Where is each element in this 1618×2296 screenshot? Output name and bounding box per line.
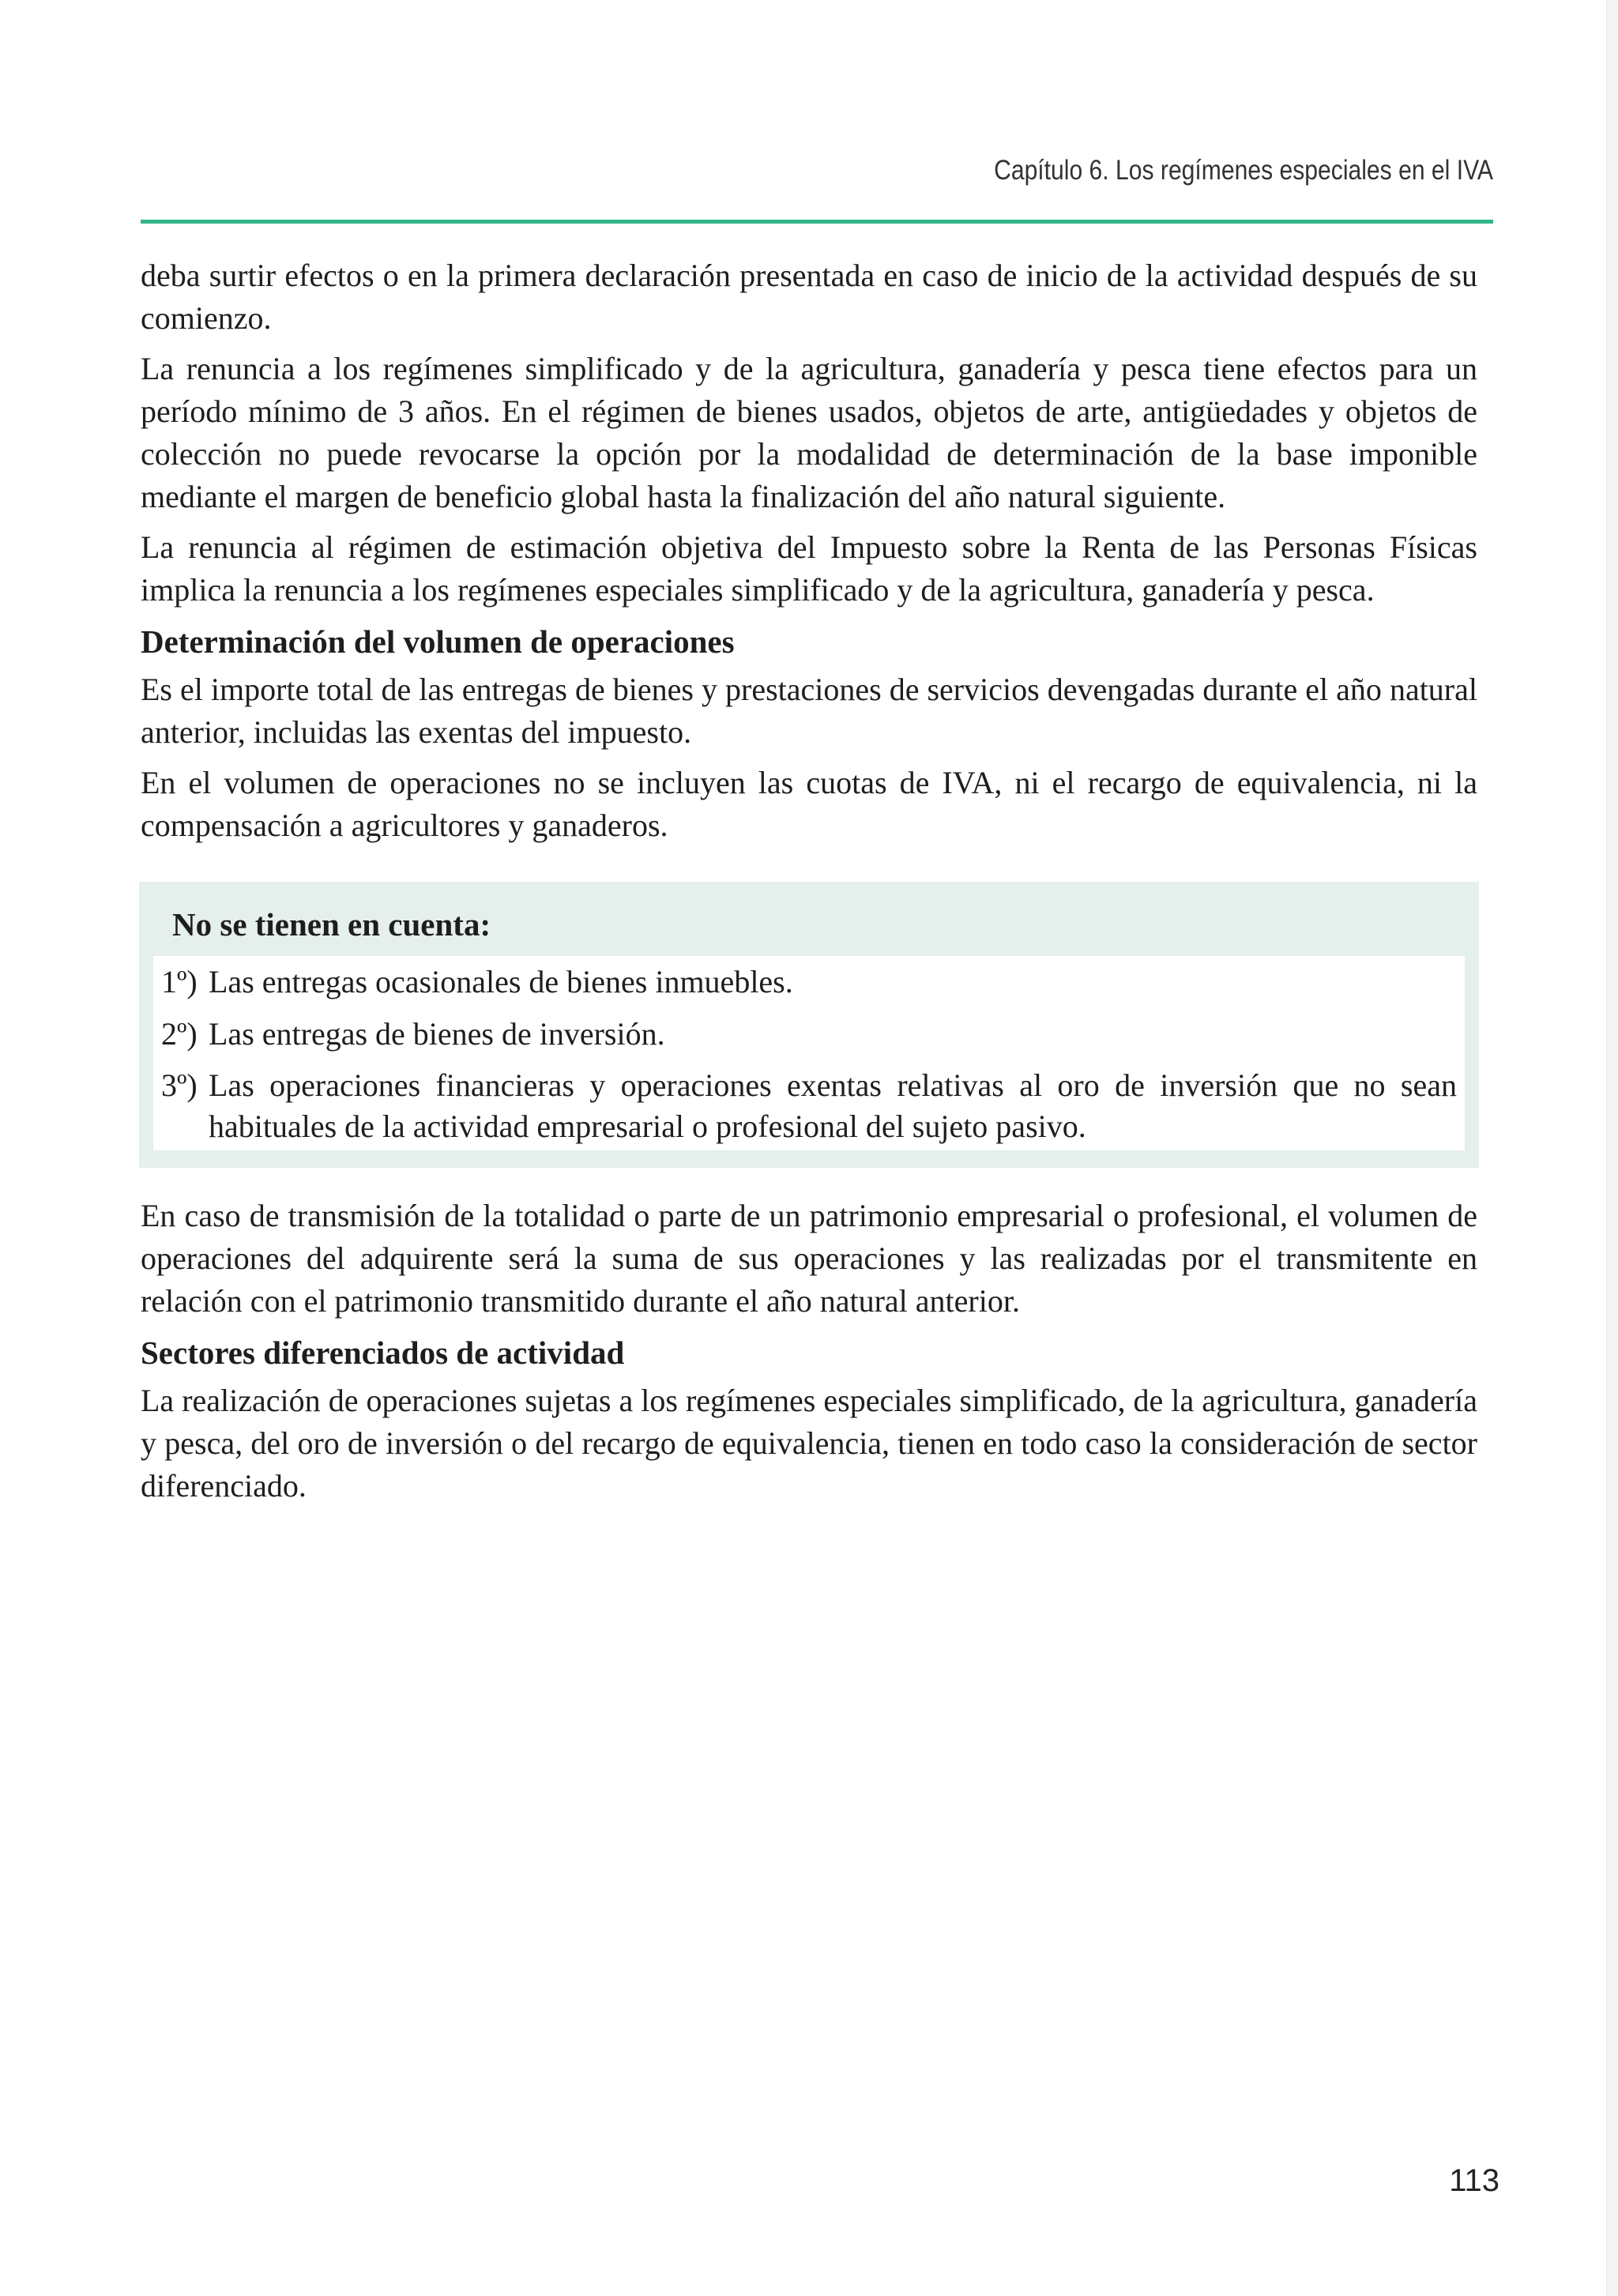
callout-list-item [161,1065,1457,1147]
callout-list-item [161,1013,1457,1056]
list-item-number: 1º) [161,964,198,999]
paragraph-transmision: En caso de transmisión de la totalidad o parte de un patrimonio empresarial o profesional, el volumen de operaciones del adquirente será la suma de sus operaciones y las realizadas por el transmitente en relación con el patrimonio transmitido durante el año natural anterior. [141,1198,1477,1319]
callout-list [153,956,1465,1150]
paragraph-sector-diferenciado: La realización de operaciones sujetas a los regímenes especiales simplificado, de la agricultura, ganadería y pesca, del oro de inversión o del recargo de equivalencia, tienen en todo caso la consideración de sector diferenciado. [141,1383,1477,1504]
header-rule [141,220,1493,224]
callout-box [139,882,1479,1168]
paragraph-renuncia-regimenes: La renuncia a los regímenes simplificado y de la agricultura, ganadería y pesca tiene efectos para un período mínimo de 3 años. En el régimen de bienes usados, objetos de arte, antigüedades y objetos de colección no puede revocarse la opción por la modalidad de determinación de la base imponible mediante el margen de beneficio global hasta la finalización del año natural siguiente. [141,351,1477,514]
callout-title: No se tienen en cuenta: [172,906,491,943]
running-header: Capítulo 6. Los regímenes especiales en el IVA [994,155,1493,186]
paragraph-continuation: deba surtir efectos o en la primera declaración presentada en caso de inicio de la actividad después de su comienzo. [141,258,1477,336]
list-item-number: 3º) [161,1067,198,1103]
section-heading-volumen: Determinación del volumen de operaciones [141,623,735,660]
section-heading-sectores: Sectores diferenciados de actividad [141,1334,625,1371]
callout-list-item [161,961,1457,1003]
page-edge [1606,0,1618,2296]
list-item-number: 2º) [161,1016,198,1052]
list-item-text: Las operaciones financieras y operaciones exentas relativas al oro de inversión que no sean habituales de la actividad empresarial o profesional del sujeto pasivo. [209,1067,1457,1144]
paragraph-exclusiones-cuotas: En el volumen de operaciones no se incluyen las cuotas de IVA, ni el recargo de equivalencia, ni la compensación a agricultores y ganaderos. [141,765,1477,843]
page-number: 113 [1449,2163,1499,2198]
paragraph-importe-total: Es el importe total de las entregas de bienes y prestaciones de servicios devengadas durante el año natural anterior, incluidas las exentas del impuesto. [141,672,1477,750]
list-item-text: Las entregas de bienes de inversión. [209,1016,665,1052]
list-item-text: Las entregas ocasionales de bienes inmuebles. [209,964,793,999]
paragraph-renuncia-estimacion: La renuncia al régimen de estimación objetiva del Impuesto sobre la Renta de las Personas Físicas implica la renuncia a los regímenes especiales simplificado y de la agricultura, ganadería y pesca. [141,529,1477,608]
page-content [141,254,1477,1515]
